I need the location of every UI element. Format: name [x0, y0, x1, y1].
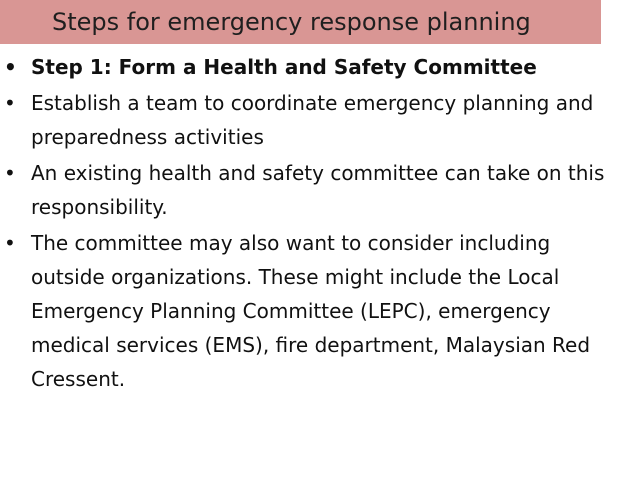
bullet-text: An existing health and safety committee can take on this responsibility.	[31, 161, 605, 219]
bullet-step-1	[0, 50, 638, 84]
bullet-establish-team	[0, 86, 638, 154]
bullet-list	[0, 50, 638, 398]
bullet-icon: •	[4, 91, 16, 115]
bullet-icon: •	[4, 161, 16, 185]
bullet-outside-organizations	[0, 226, 638, 396]
bullet-existing-committee	[0, 156, 638, 224]
bullet-text: Step 1: Form a Health and Safety Committee	[31, 55, 537, 79]
bullet-text: The committee may also want to consider including outside organizations. These might include the Local Emergency Planning Committee (LEPC), emergency medical services (EMS), fire department, Malaysian Red Cressent.	[31, 231, 591, 391]
slide-title: Steps for emergency response planning	[52, 8, 531, 36]
title-band	[0, 0, 601, 44]
bullet-text: Establish a team to coordinate emergency planning and preparedness activities	[31, 91, 594, 149]
bullet-icon: •	[4, 55, 17, 79]
bullet-icon: •	[4, 231, 16, 255]
